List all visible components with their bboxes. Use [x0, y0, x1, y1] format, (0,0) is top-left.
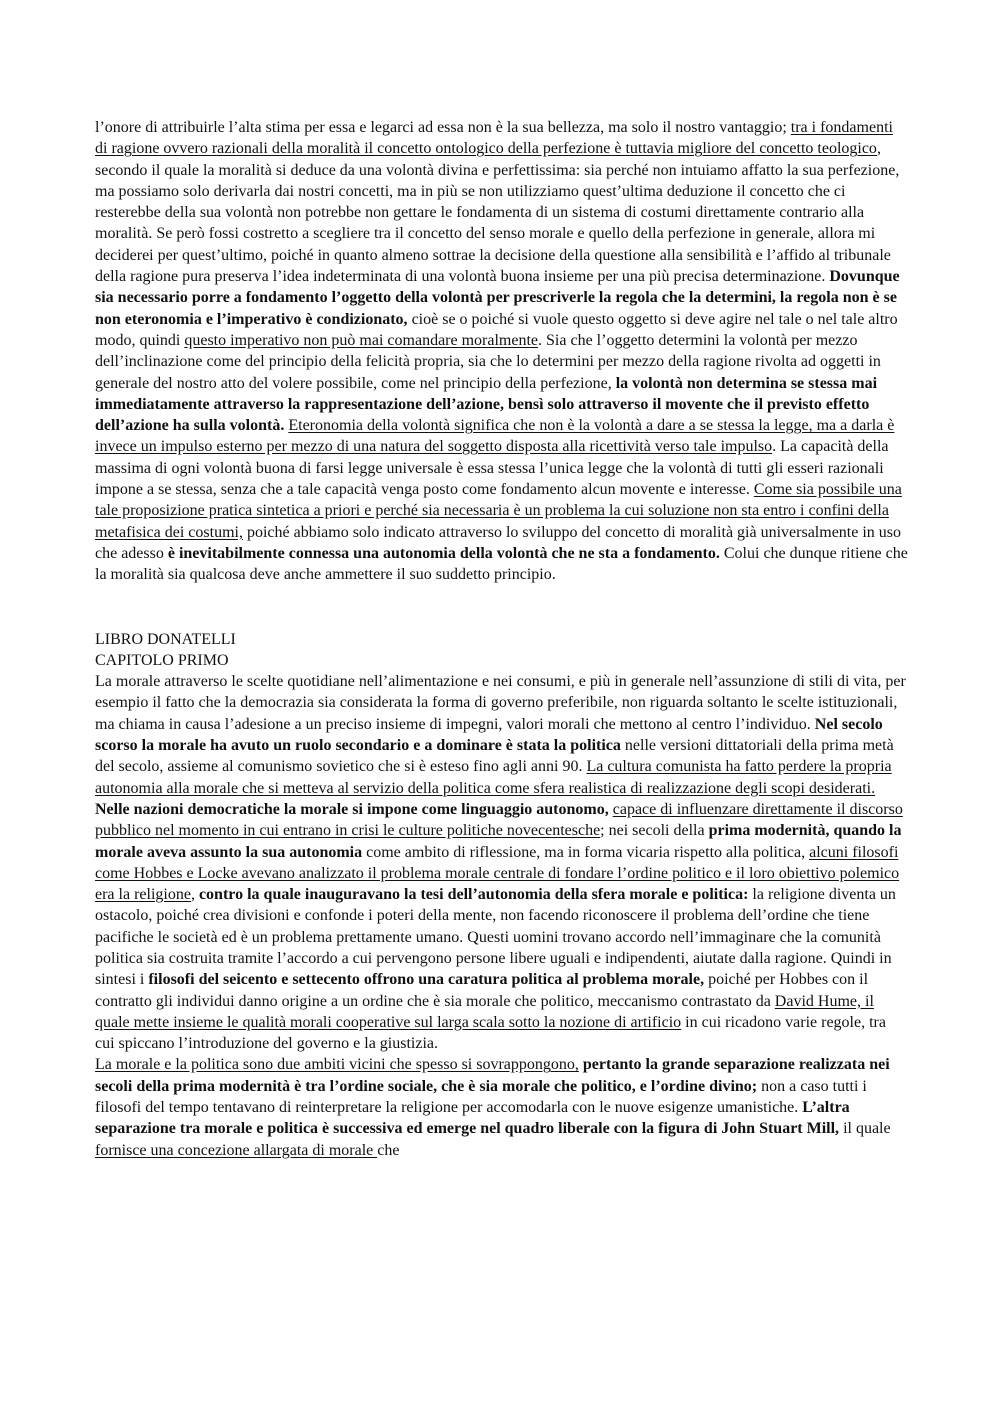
bold-text: è inevitabilmente connessa una autonomia della volontà che ne sta a fondamento. [167, 544, 720, 562]
underlined-text: Eteronomia della volontà significa che non è la volontà a dare a se stessa la legge, ma a darla è invece un impulso esterno per mezzo di una natura del soggetto disposta alla ricettività verso tale impulso [95, 417, 895, 456]
paragraph-kant [95, 117, 908, 586]
underlined-text: capace di influenzare direttamente il discorso pubblico nel momento in cui entrano in crisi le culture politiche novecentesche [95, 800, 903, 840]
bold-text: prima modernità, quando la morale aveva assunto la sua autonomia [95, 822, 902, 861]
body-text: , secondo il quale la moralità si deduce da una volontà divina e perfettissima: sia perché non intuiamo affatto la sua perfezione, ma possiamo solo derivarla dai nostri concetti, ma in più se non utilizziamo quest’ultima deduzione il concetto che ci resterebbe della sua volontà non potrebbe non gettare le fondamenta di un sistema di costumi direttamente contrario alla moralità. Se però fossi costretto a scegliere tra il concetto del senso morale e quello della perfezione in generale, allora mi deciderei per quest’ultimo, poiché in quanto almeno sottrae la decisione della questione alla sensibilità e l’affido al tribunale della ragione pura preserva l’idea indeterminata di una volontà buona insieme per una più precisa determinazione. [95, 140, 900, 286]
body-text: La morale attraverso le scelte quotidiane nell’alimentazione e nei consumi, e più in generale nell’assunzione di stili di vita, per esempio il fatto che la democrazia sia considerata la forma di governo preferibile, non riguarda soltanto le scelte istituzionali, ma chiama in causa l’adesione a un preciso insieme di impegni, valori morali che mettono al centro l’individuo. [95, 673, 906, 733]
body-text: come ambito di riflessione, ma in forma vicaria rispetto alla politica, [362, 843, 810, 861]
underlined-text: La morale e la politica sono due ambiti vicini che spesso si sovrappongono, [95, 1056, 579, 1074]
underlined-text: David Hume, il quale mette insieme le qualità morali cooperative sul larga scala sotto la nozione di artificio [95, 992, 874, 1031]
body-text: la religione diventa un ostacolo, poiché crea divisioni e confonde i poteri della mente, non facendo riconoscere il problema dell’ordine che tiene pacifiche le società ed è un problema prettamente umano. Questi uomini trovano accordo nell’immaginare che la comunità politica sia costruita tramite l’accordo a cui pervengono persone libere uguali e indipendenti, aiutate dalla ragione. Quindi in sintesi i [95, 886, 896, 989]
underlined-text: fornisce una concezione allargata di morale [95, 1141, 378, 1159]
underlined-text: alcuni filosofi come Hobbes e Locke avevano analizzato il problema morale centrale di fondare l’ordine politico e il loro obiettivo polemico era la religione [95, 843, 900, 904]
body-text: . Sia che l’oggetto determini la volontà per mezzo dell’inclinazione come del principio della felicità propria, sia che lo determini per mezzo della ragione rivolta ad oggetti in generale del nostro atto del volere possibile, come nel principio della perfezione, [95, 331, 881, 392]
body-text: Colui che dunque ritiene che la moralità sia qualcosa deve anche ammettere il suo suddetto principio. [95, 544, 908, 584]
body-text: nelle versioni dittatoriali della prima metà del secolo, assieme al comunismo sovietico che si è esteso fino agli anni 90. [95, 737, 894, 776]
body-text: in cui ricadono varie regole, tra cui spiccano l’introduzione del governo e la giustizia. [95, 1013, 886, 1053]
bold-text: la volontà non determina se stessa mai immediatamente attraverso la rappresentazione dell’azione, bensì solo attraverso il movente che il previsto effetto dell’azione ha sulla volontà. [95, 374, 878, 435]
underlined-text: questo imperativo non può mai comandare moralmente [184, 331, 539, 349]
body-text: poiché per Hobbes con il contratto gli individui danno origine a un ordine che è sia morale che politico, meccanismo contrastato da [95, 971, 869, 1010]
bold-text: filosofi del seicento e settecento offrono una caratura politica al problema morale, [148, 971, 705, 989]
book-heading: LIBRO DONATELLI [95, 630, 236, 648]
bold-text: Dovunque sia necessario porre a fondamento l’oggetto della volontà per prescriverle la regola che la determini, la regola non è se non eteronomia e l’imperativo è condizionato, [95, 268, 900, 328]
body-text: che [377, 1141, 400, 1159]
bold-text: L’altra separazione tra morale e politica è successiva ed emerge nel quadro liberale con la figura di John Stuart Mill, [95, 1099, 850, 1138]
body-text: ; nei secoli della [600, 822, 709, 840]
chapter-heading: CAPITOLO PRIMO [95, 651, 229, 669]
paragraph-separation [95, 1054, 908, 1160]
body-text: , [190, 886, 199, 904]
body-text: il quale [839, 1120, 891, 1138]
body-text: non a caso tutti i filosofi del tempo tentavano di reinterpretare la religione per accomodarla con le nuove esigenze umanistiche. [95, 1077, 867, 1117]
paragraph-chapter-intro [95, 671, 908, 1054]
document-page [95, 117, 908, 1161]
bold-text: contro la quale inauguravano la tesi dell’autonomia della sfera morale e politica: [198, 886, 749, 904]
underlined-text: La cultura comunista ha fatto perdere la propria autonomia alla morale che si metteva al servizio della politica come sfera realistica di realizzazione degli scopi desiderati. [95, 758, 892, 797]
paragraph-gap [95, 586, 908, 629]
body-text: cioè se o poiché si vuole questo oggetto si deve agire nel tale o nel tale altro modo, quindi [95, 310, 898, 349]
underlined-text: tra i fondamenti di ragione ovvero razionali della moralità il concetto ontologico della perfezione è tuttavia migliore del concetto teologico [95, 119, 893, 158]
underlined-text: Come sia possibile una tale proposizione pratica sintetica a priori e perché sia necessaria è un problema la cui soluzione non sta entro i confini della metafisica dei costumi, [95, 481, 902, 541]
bold-text: pertanto la grande separazione realizzata nei secoli della prima modernità è tra l’ordine sociale, che è sia morale che politico, e l’ordine divino; [95, 1056, 890, 1095]
body-text: poiché abbiamo solo indicato attraverso lo sviluppo del concetto di moralità già universalmente in uso che adesso [95, 523, 902, 562]
bold-text: Nel secolo scorso la morale ha avuto un ruolo secondario e a dominare è stata la politica [95, 715, 883, 755]
bold-text: Nelle nazioni democratiche la morale si impone come linguaggio autonomo, [95, 800, 609, 818]
body-text: l’onore di attribuirle l’alta stima per essa e legarci ad essa non è la sua bellezza, ma solo il nostro vantaggio; [95, 119, 791, 136]
body-text: . La capacità della massima di ogni volontà buona di farsi legge universale è essa stessa l’unica legge che la volontà di tutti gli esseri razionali impone a se stessa, senza che a tale capacità venga posto come fondamento alcun movente e interesse. [95, 438, 889, 499]
